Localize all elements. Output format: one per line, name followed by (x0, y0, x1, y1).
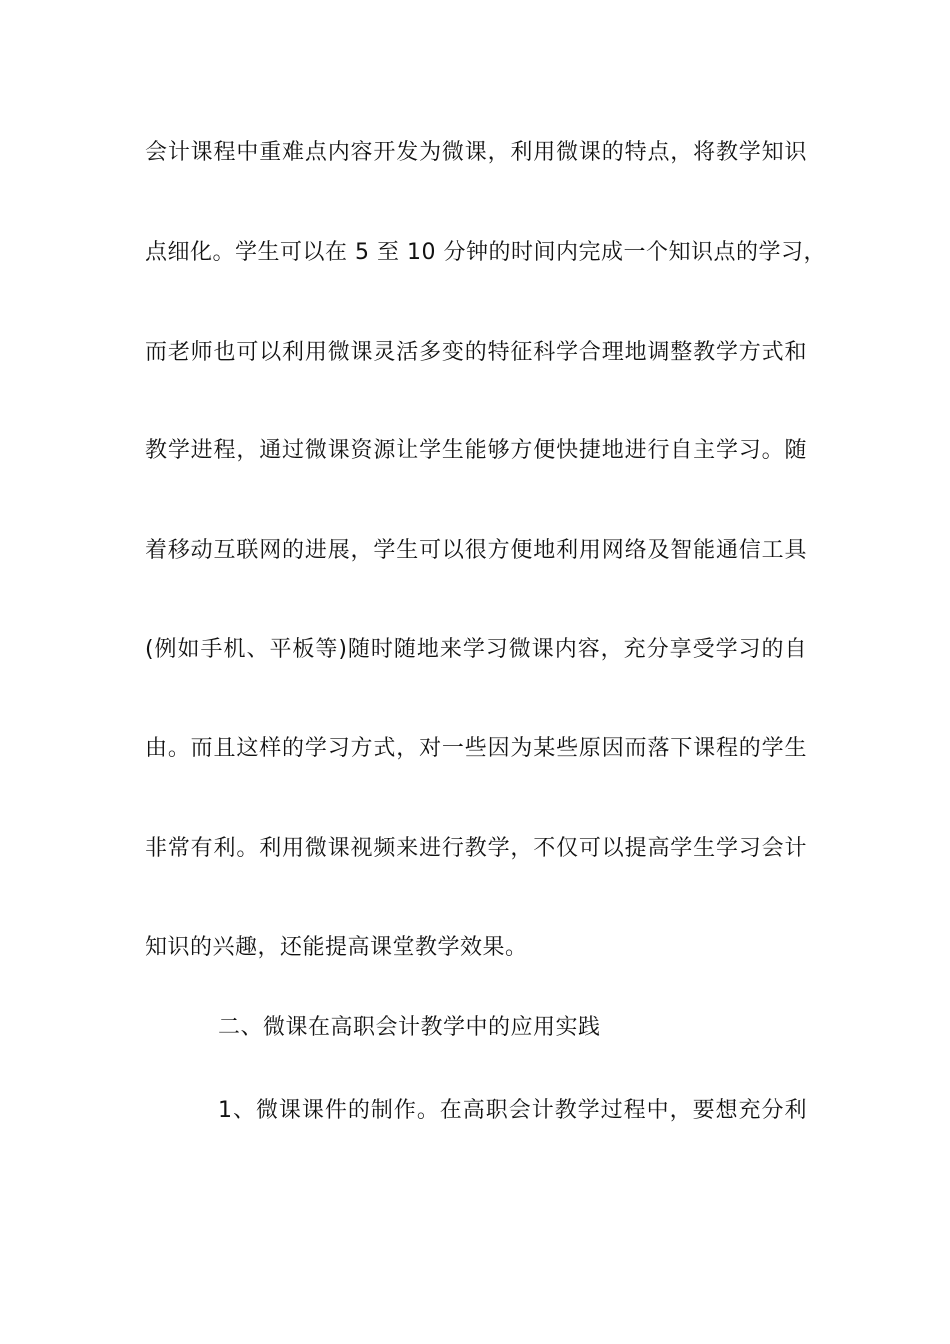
paragraph-line: 1、微课课件的制作。在高职会计教学过程中，要想充分利 (218, 1098, 807, 1123)
paragraph-line: 知识的兴趣，还能提高课堂教学效果。 (145, 935, 528, 960)
paragraph-line: 着移动互联网的进展，学生可以很方便地利用网络及智能通信工具 (145, 538, 807, 563)
section-heading: 二、微课在高职会计教学中的应用实践 (218, 1015, 601, 1040)
paragraph-line: 非常有利。利用微课视频来进行教学，不仅可以提高学生学习会计 (145, 836, 807, 861)
paragraph-line: 而老师也可以利用微课灵活多变的特征科学合理地调整教学方式和 (145, 340, 807, 365)
paragraph-line: 由。而且这样的学习方式，对一些因为某些原因而落下课程的学生 (145, 736, 807, 761)
paragraph-line: 点细化。学生可以在 5 至 10 分钟的时间内完成一个知识点的学习， (145, 240, 826, 265)
paragraph-line: 教学进程，通过微课资源让学生能够方便快捷地进行自主学习。随 (145, 438, 807, 463)
paragraph-line: 会计课程中重难点内容开发为微课，利用微课的特点，将教学知识 (145, 140, 807, 165)
paragraph-line: (例如手机、平板等)随时随地来学习微课内容，充分享受学习的自 (145, 637, 807, 662)
